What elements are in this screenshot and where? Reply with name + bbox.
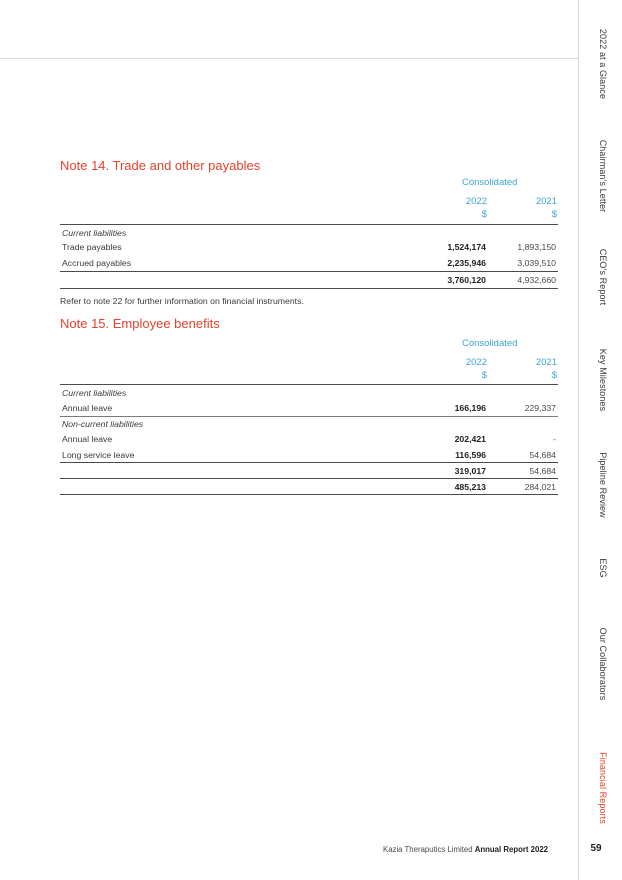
subtotal-rule xyxy=(60,271,558,272)
accrued-payables-label: Accrued payables xyxy=(62,258,132,268)
nav-item-2022-at-a-glance[interactable]: 2022 at a Glance xyxy=(598,28,608,100)
nc-annual-leave-2022: 202,421 xyxy=(454,434,486,444)
header-rule xyxy=(60,384,558,385)
long-service-leave-2021: 54,684 xyxy=(529,450,556,460)
consolidated-header: Consolidated xyxy=(462,177,518,188)
year-2022-header: 2022 $ xyxy=(465,196,487,220)
sidebar-divider xyxy=(578,0,579,880)
total-rule xyxy=(60,494,558,495)
section-nav xyxy=(582,0,622,880)
nav-item-esg[interactable]: ESG xyxy=(598,558,608,578)
trade-payables-2021: 1,893,150 xyxy=(517,242,556,252)
note-reference-text: Refer to note 22 for further information on financial instruments. xyxy=(60,296,304,306)
nc-annual-leave-2021: - xyxy=(553,434,556,444)
page-number: 59 xyxy=(590,843,602,854)
long-service-leave-label: Long service leave xyxy=(62,450,135,460)
subtotal-rule xyxy=(60,462,558,463)
total-rule xyxy=(60,288,558,289)
accrued-payables-2022: 2,235,946 xyxy=(447,258,486,268)
annual-leave-label: Annual leave xyxy=(62,403,113,413)
trade-payables-label: Trade payables xyxy=(62,242,122,252)
total-payables-2021: 4,932,660 xyxy=(517,275,556,285)
header-divider xyxy=(0,58,578,59)
non-current-liabilities-heading: Non-current liabilities xyxy=(62,419,144,429)
year-2022-header: 2022 $ xyxy=(465,357,487,381)
nc-total-2022: 319,017 xyxy=(454,466,486,476)
section-rule xyxy=(60,416,558,417)
footer-report-title: Kazia Theraputics Limited Annual Report 2022 xyxy=(383,845,548,854)
note-15-title: Note 15. Employee benefits xyxy=(60,316,220,331)
nav-item-key-milestones[interactable]: Key Milestones xyxy=(598,348,608,412)
grand-total-2021: 284,021 xyxy=(524,482,556,492)
trade-payables-2022: 1,524,174 xyxy=(447,242,486,252)
nav-item-ceos-report[interactable]: CEO’s Report xyxy=(598,248,608,306)
subtotal-rule xyxy=(60,478,558,479)
year-2021-header: 2021 $ xyxy=(535,357,557,381)
nc-annual-leave-label: Annual leave xyxy=(62,434,113,444)
header-rule xyxy=(60,224,558,225)
grand-total-2022: 485,213 xyxy=(454,482,486,492)
annual-leave-2022: 166,196 xyxy=(454,403,486,413)
annual-leave-2021: 229,337 xyxy=(524,403,556,413)
nav-item-pipeline-review[interactable]: Pipeline Review xyxy=(598,452,608,518)
nc-total-2021: 54,684 xyxy=(529,466,556,476)
nav-item-our-collaborators[interactable]: Our Collaborators xyxy=(598,627,608,701)
long-service-leave-2022: 116,596 xyxy=(455,450,486,460)
year-2021-header: 2021 $ xyxy=(535,196,557,220)
consolidated-header: Consolidated xyxy=(462,338,518,349)
nav-item-chairmans-letter[interactable]: Chairman’s Letter xyxy=(598,139,608,213)
note-14-title: Note 14. Trade and other payables xyxy=(60,158,261,173)
accrued-payables-2021: 3,039,510 xyxy=(517,258,556,268)
total-payables-2022: 3,760,120 xyxy=(447,275,486,285)
current-liabilities-heading: Current liabilities xyxy=(62,388,127,398)
nav-item-financial-reports[interactable]: Financial Reports xyxy=(598,752,608,824)
current-liabilities-heading: Current liabilities xyxy=(62,228,127,238)
